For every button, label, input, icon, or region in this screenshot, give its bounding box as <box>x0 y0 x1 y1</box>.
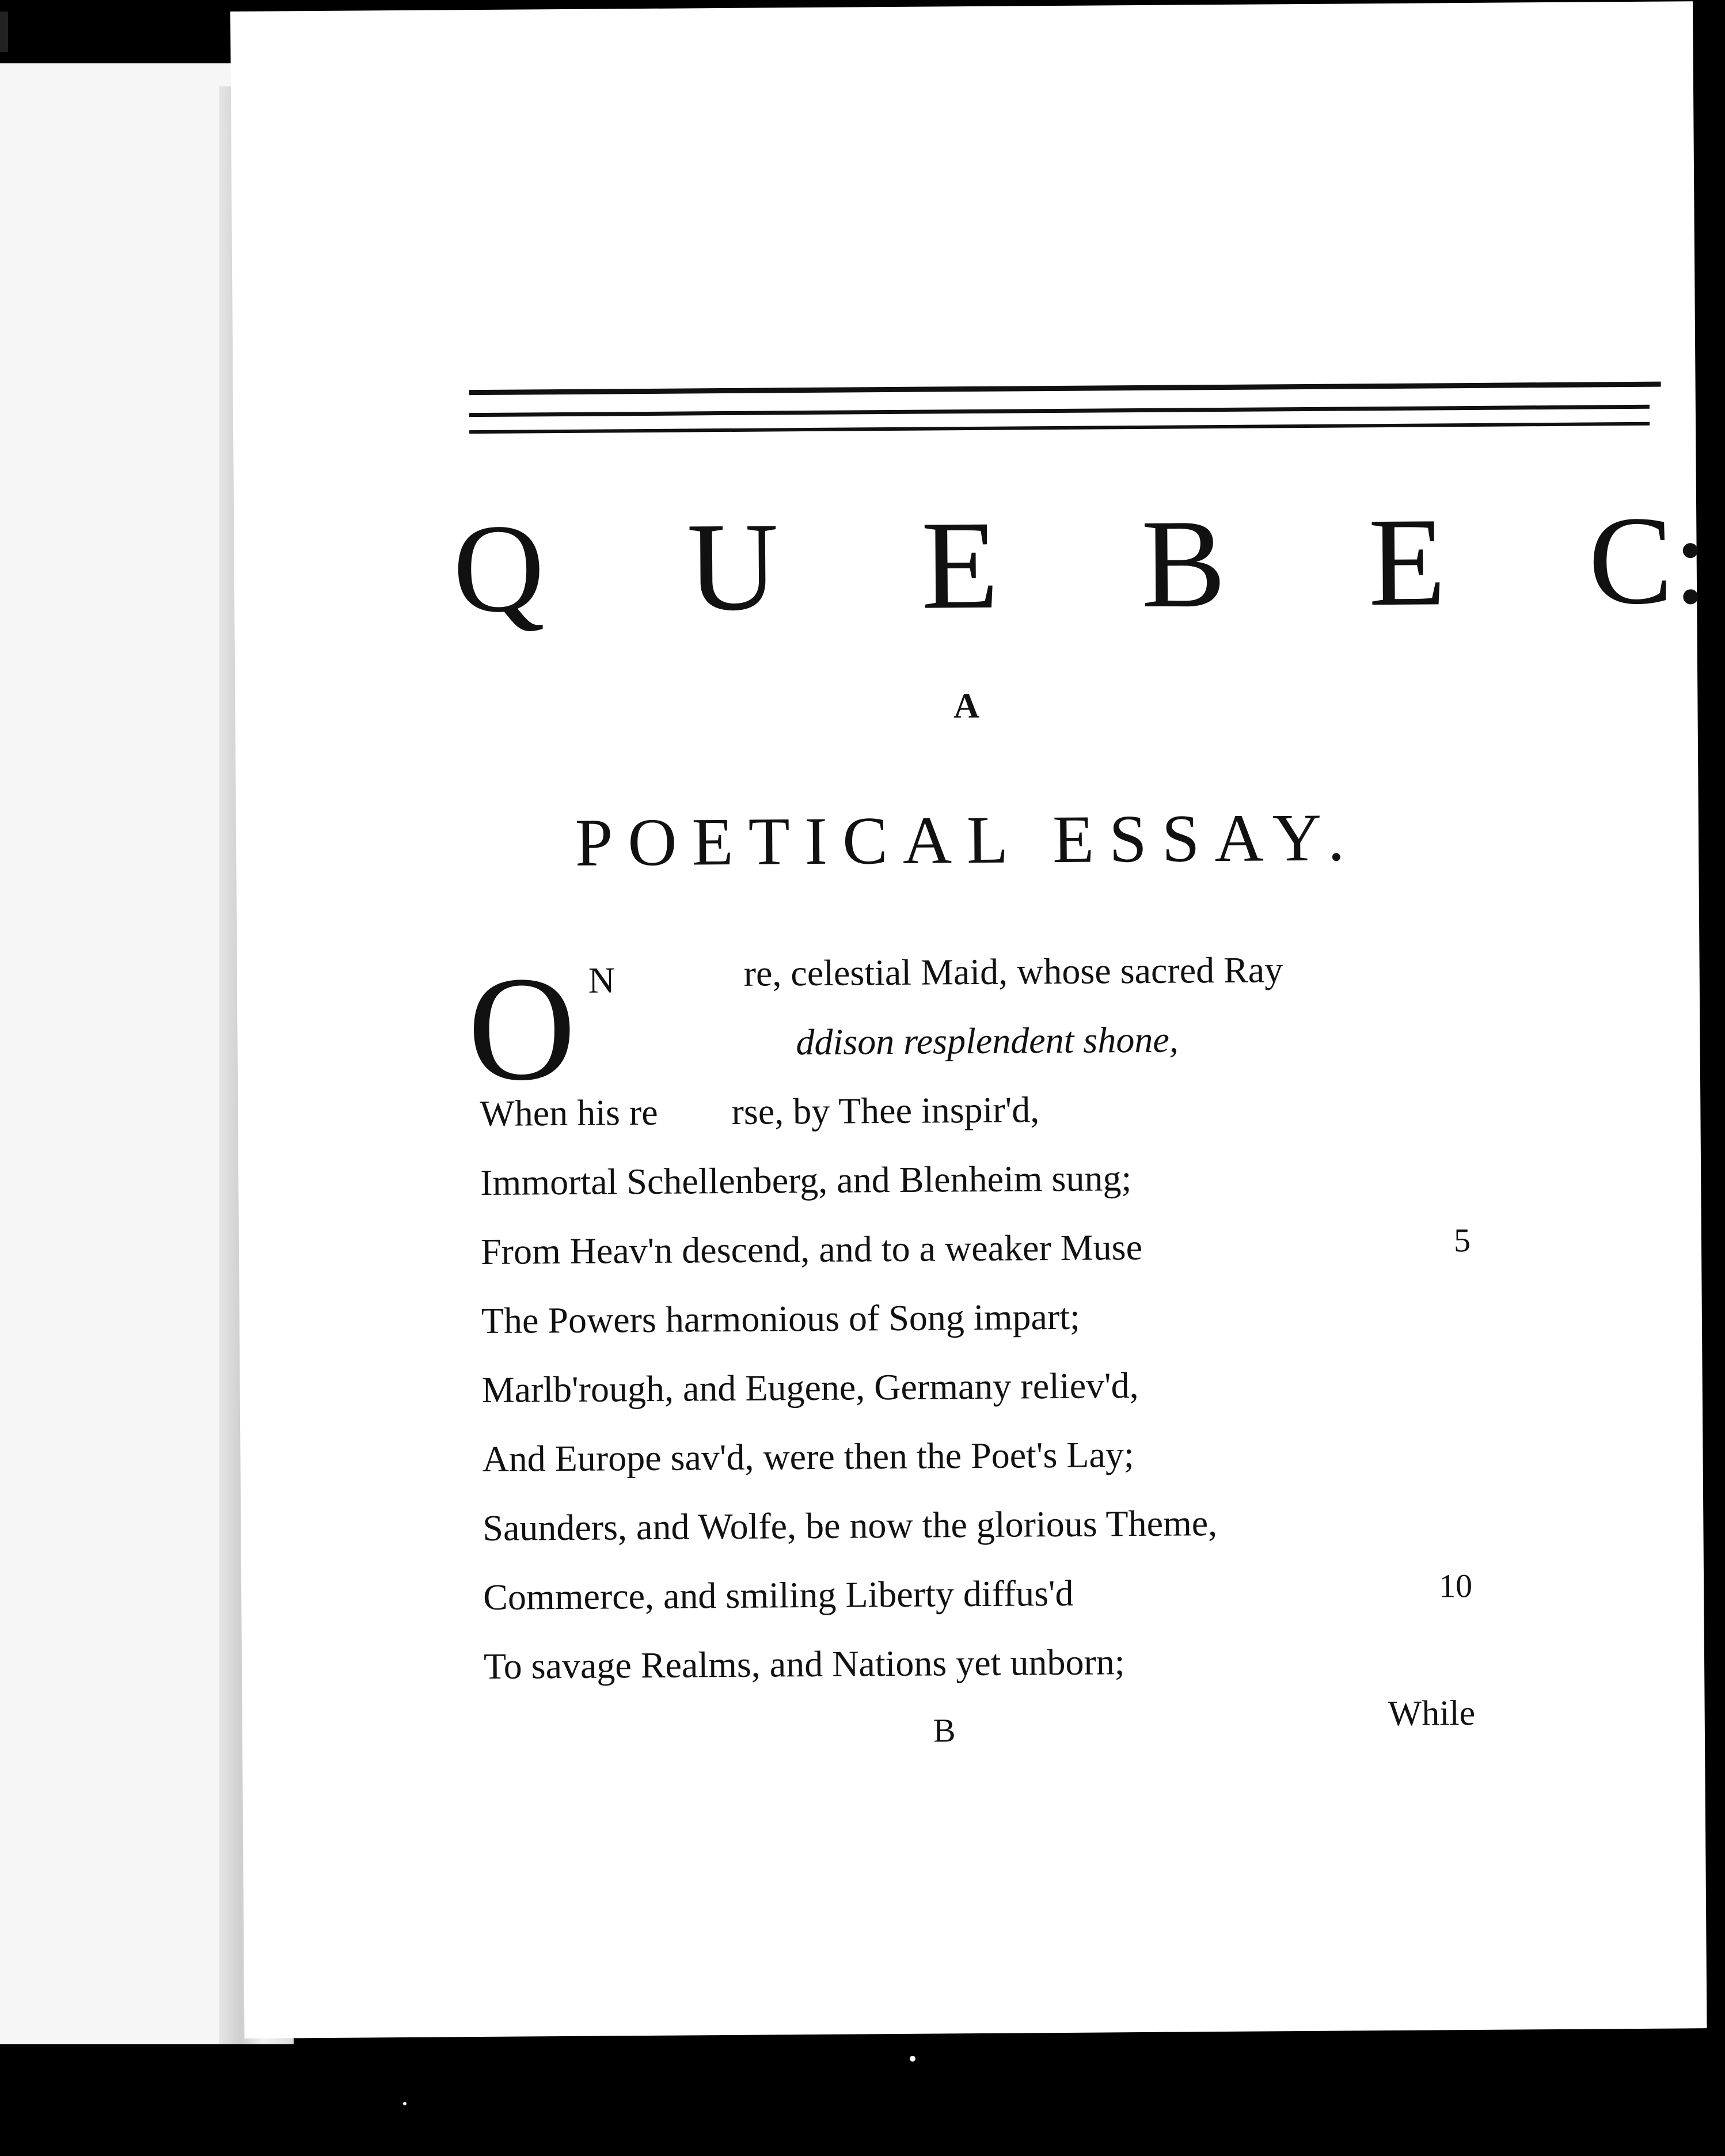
top-rule-lower <box>469 422 1650 434</box>
drop-cap: O <box>467 945 577 1113</box>
title-letter: B <box>1141 492 1226 634</box>
title-letter: E <box>1367 491 1446 633</box>
verse-line-3: When his re rse, by Thee inspir'd, <box>480 1089 1040 1134</box>
title-letter: Q <box>452 498 545 639</box>
verse-line-8: And Europe sav'd, were then the Poet's Lay; <box>482 1434 1134 1480</box>
verse-line-6: The Powers harmonious of Song impart; <box>481 1296 1080 1342</box>
page-title <box>452 489 1709 639</box>
book-page <box>230 1 1707 2039</box>
subtitle-article: A <box>953 686 980 726</box>
verse-line-9: Saunders, and Wolfe, be now the glorious Theme, <box>482 1502 1218 1549</box>
speck <box>1670 691 1674 696</box>
verse-line-10: Commerce, and smiling Liberty diffus'd <box>482 1572 1074 1618</box>
subtitle-essay: POETICAL ESSAY. <box>575 799 1360 880</box>
left-margin-mark <box>0 12 8 52</box>
speck <box>910 2056 915 2062</box>
verse-line-2: ddison resplendent shone, <box>796 1019 1179 1063</box>
verse-line-5: From Heav'n descend, and to a weaker Muse <box>480 1226 1143 1273</box>
verse-line-4: Immortal Schellenberg, and Blenheim sung; <box>480 1157 1132 1204</box>
verse-line-11: To savage Realms, and Nations yet unborn; <box>483 1641 1125 1687</box>
catchword: While <box>1388 1693 1476 1734</box>
speck <box>403 2102 406 2105</box>
title-letter: U <box>686 496 780 637</box>
title-letter: E <box>921 494 1000 636</box>
signature-mark: B <box>933 1711 956 1749</box>
verse-line-1-prefix: N <box>588 959 615 1001</box>
top-rule-middle <box>469 405 1650 417</box>
verse-line-1: re, celestial Maid, whose sacred Ray <box>743 949 1283 994</box>
line-number: 5 <box>1453 1221 1471 1259</box>
verse-line-7: Marlb'rough, and Eugene, Germany reliev'd, <box>481 1365 1139 1411</box>
title-letter: C: <box>1587 489 1709 631</box>
line-number: 10 <box>1438 1567 1473 1605</box>
top-rule-upper <box>469 382 1661 395</box>
